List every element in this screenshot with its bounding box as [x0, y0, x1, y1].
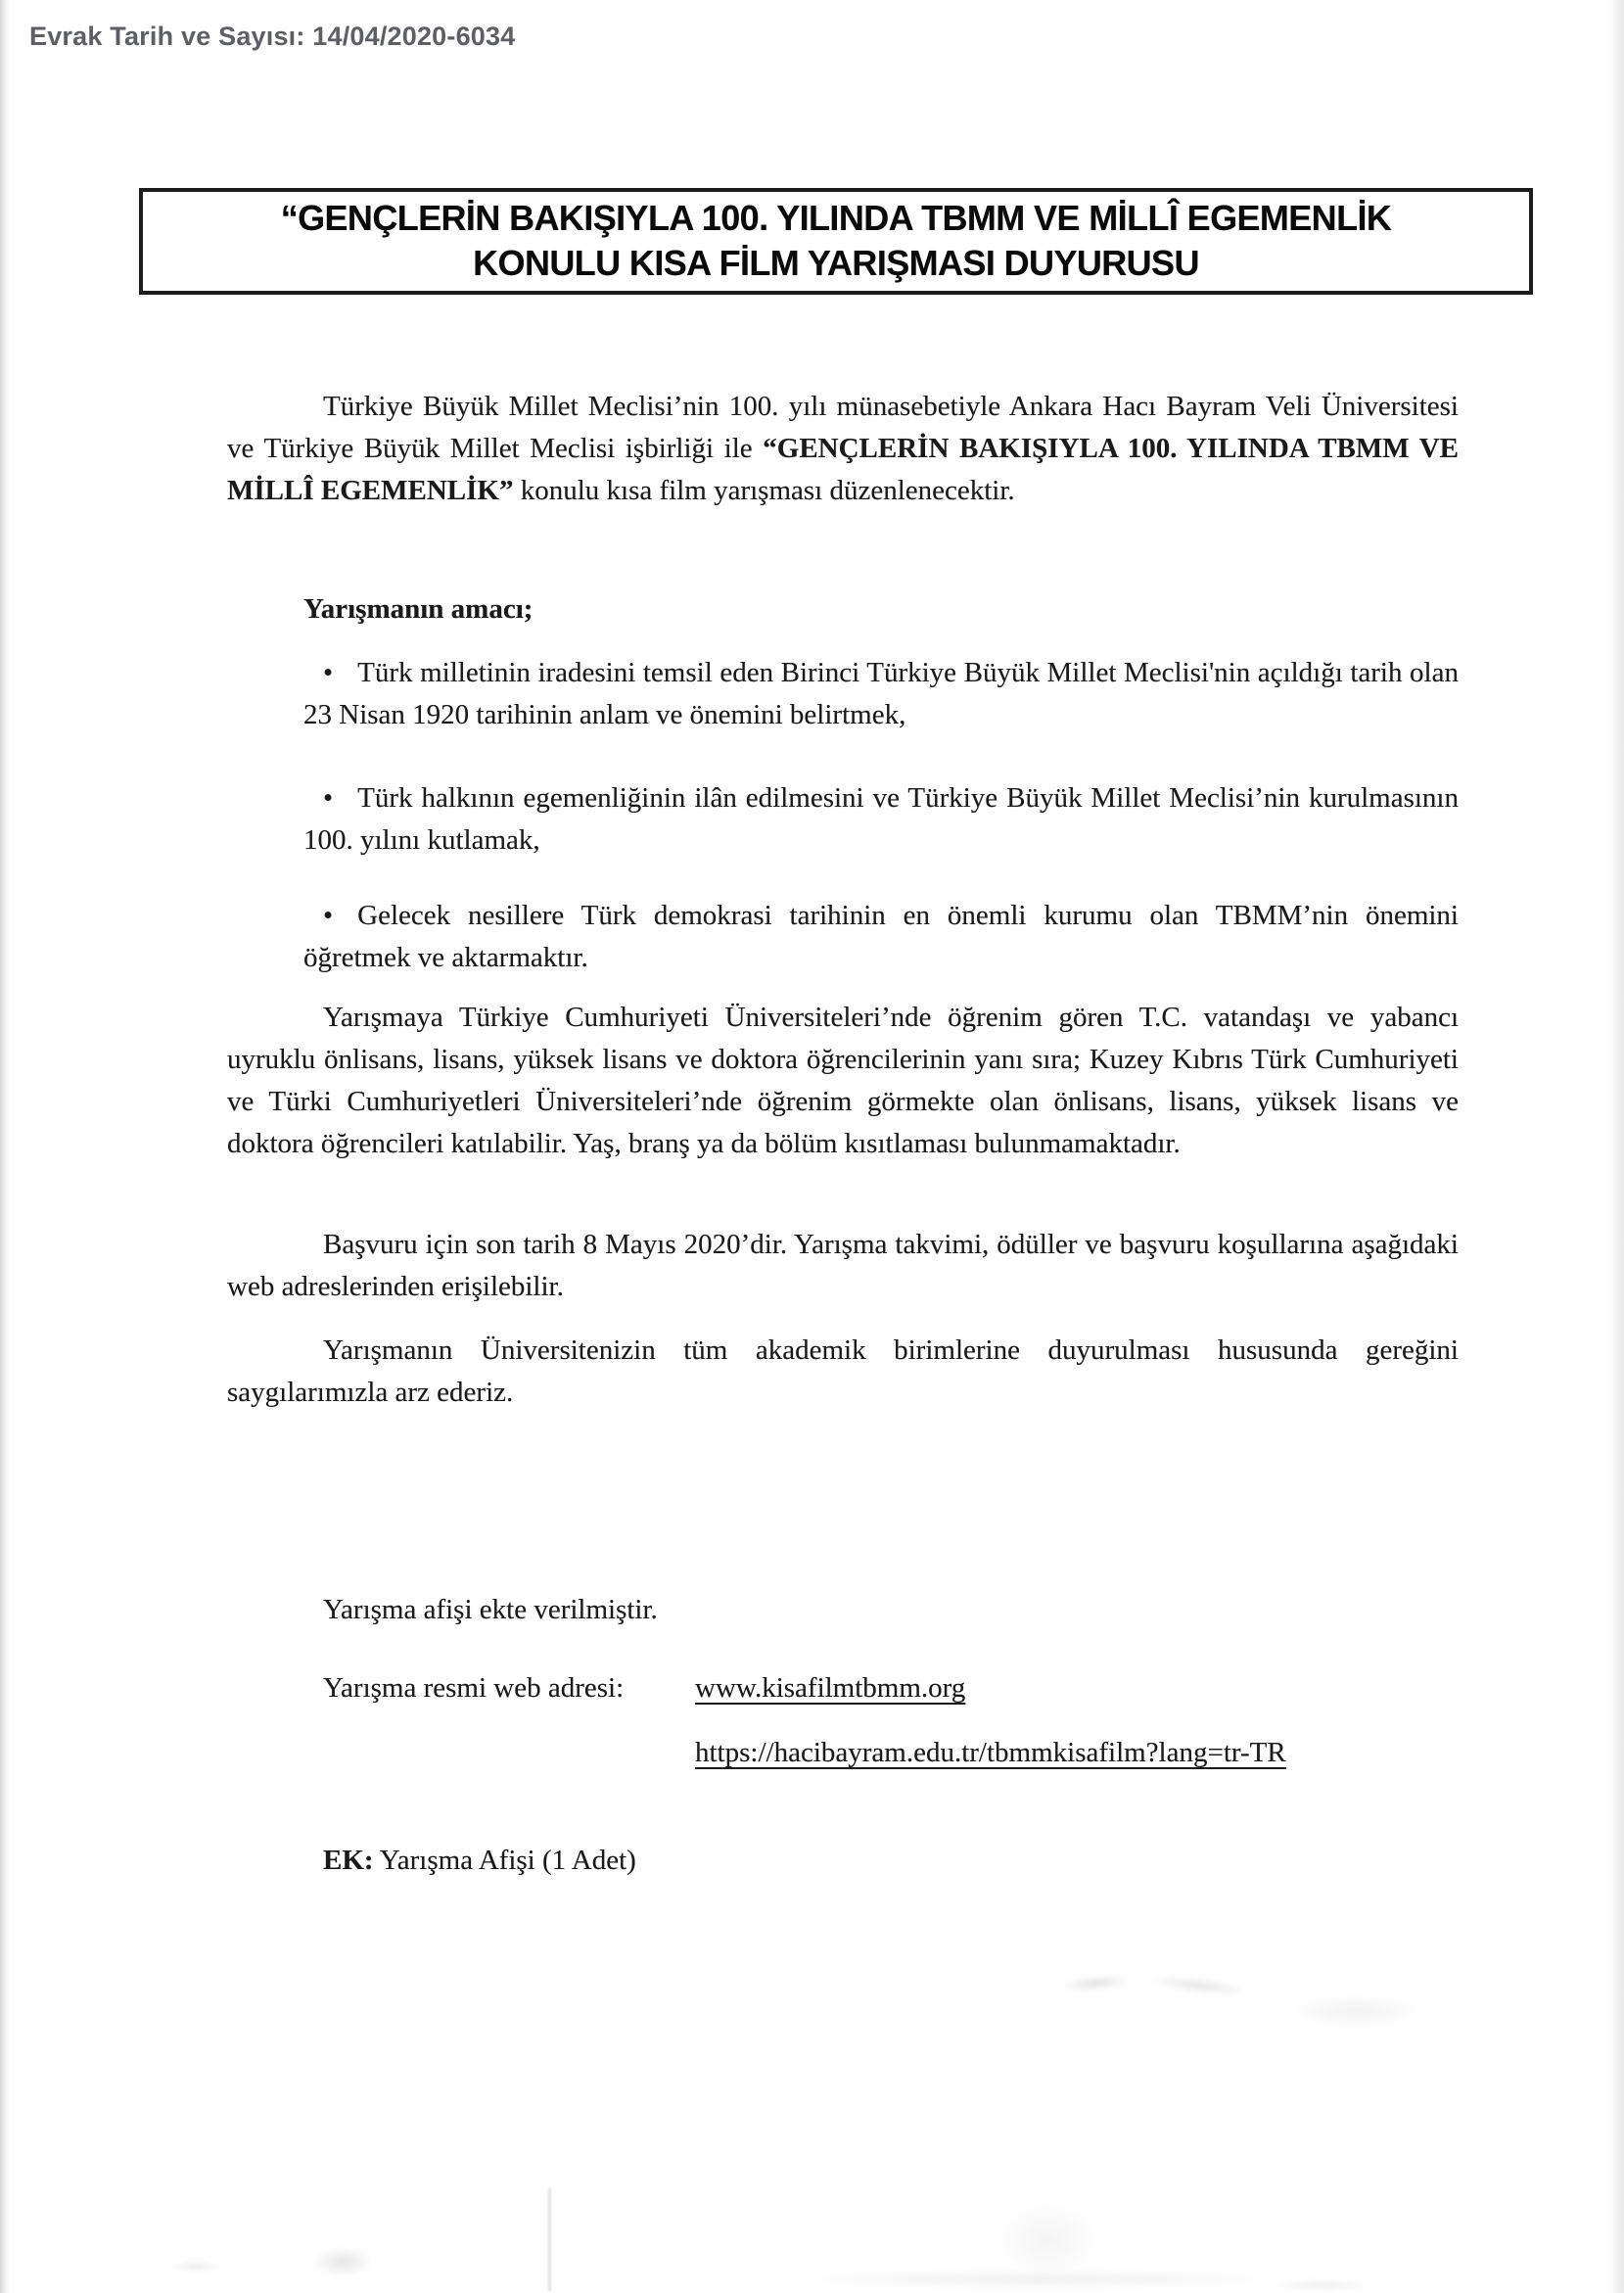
purpose-bullet-3: [303, 895, 1459, 979]
scan-artifact: [803, 2270, 1273, 2289]
secondary-website-link[interactable]: https://hacibayram.edu.tr/tbmmkisafilm?lang=tr-TR: [695, 1737, 1286, 1768]
scan-artifact: [171, 2262, 220, 2271]
attachment-line: [323, 1845, 636, 1877]
document-stamp: Evrak Tarih ve Sayısı: 14/04/2020-6034: [29, 22, 516, 51]
scan-artifact: [1149, 1972, 1248, 1999]
bullet-text: Gelecek nesillere Türk demokrasi tarihinin en önemli kurumu olan TBMM’nin önemini öğretmek ve aktarmaktır.: [303, 900, 1459, 973]
scan-edge-shadow-right: [1610, 0, 1624, 2293]
deadline-paragraph: Başvuru için son tarih 8 Mayıs 2020’dir. Yarışma takvimi, ödüller ve başvuru koşullarına aşağıdaki web adreslerinden erişilebilir.: [227, 1229, 1459, 1302]
bullet-text: Türk milletinin iradesini temsil eden Birinci Türkiye Büyük Millet Meclisi'nin açıldığı tarih olan 23 Nisan 1920 tarihinin anlam ve önemini belirtmek,: [303, 657, 1459, 730]
attachment-note: Yarışma afişi ekte verilmiştir.: [323, 1594, 658, 1625]
intro-text-post: konulu kısa film yarışması düzenlenecektir.: [513, 475, 1015, 506]
ek-label: EK:: [323, 1845, 374, 1876]
scan-artifact: [998, 2203, 1096, 2276]
document-title-line1: “GENÇLERİN BAKIŞIYLA 100. YILINDA TBMM VE MİLLÎ EGEMENLİK: [280, 198, 1392, 239]
document-title-line2: KONULU KISA FİLM YARIŞMASI DUYURUSU: [473, 243, 1199, 283]
bullet-icon: •: [323, 900, 334, 931]
scan-edge-shadow-left: [0, 0, 10, 2293]
eligibility-paragraph: Yarışmaya Türkiye Cumhuriyeti Üniversiteleri’nde öğrenim gören T.C. vatandaşı ve yabancı uyruklu önlisans, lisans, yüksek lisans ve doktora öğrencilerinin yanı sıra; Kuzey Kıbrıs Türk Cumhuriyeti ve Türki Cumhuriyetleri Üniversiteleri’nde öğrenim görmekte olan önlisans, lisans, yüksek lisans ve doktora öğrencileri katılabilir. Yaş, branş ya da bölüm kısıtlaması bulunmamaktadır.: [227, 1002, 1459, 1159]
bullet-icon: •: [323, 782, 334, 814]
title-box: [139, 188, 1533, 295]
ek-text: Yarışma Afişi (1 Adet): [373, 1845, 636, 1876]
scan-artifact: [1061, 1972, 1131, 1993]
scan-artifact: [548, 2188, 551, 2291]
closing-paragraph: Yarışmanın Üniversitenizin tüm akademik birimlerine duyurulması hususunda gereğini saygılarımızla arz ederiz.: [227, 1334, 1459, 1408]
purpose-heading: Yarışmanın amacı;: [303, 593, 534, 625]
intro-paragraph: [227, 386, 1459, 512]
web-address-label: Yarışma resmi web adresi:: [323, 1672, 625, 1704]
bullet-icon: •: [323, 657, 334, 688]
bullet-text: Türk halkının egemenliğinin ilân edilmesini ve Türkiye Büyük Millet Meclisi’nin kurulmasının 100. yılını kutlamak,: [303, 782, 1459, 856]
scan-artifact: [1273, 2279, 1370, 2291]
scan-artifact: [313, 2247, 372, 2276]
intro-text-pre: Türkiye Büyük Millet Meclisi’nin 100. yılı münasebetiyle Ankara Hacı Bayram Veli Üniversitesi ve Türkiye Büyük Millet Meclisi işbirliği ile: [227, 391, 1459, 464]
intro-text-bold: “GENÇLERİN BAKIŞIYLA 100. YILINDA TBMM VE MİLLÎ EGEMENLİK”: [227, 433, 1459, 506]
scan-artifact: [1292, 1995, 1419, 2027]
purpose-bullet-1: [303, 652, 1459, 736]
purpose-bullet-2: [303, 777, 1459, 862]
primary-website-link[interactable]: www.kisafilmtbmm.org: [695, 1672, 966, 1704]
